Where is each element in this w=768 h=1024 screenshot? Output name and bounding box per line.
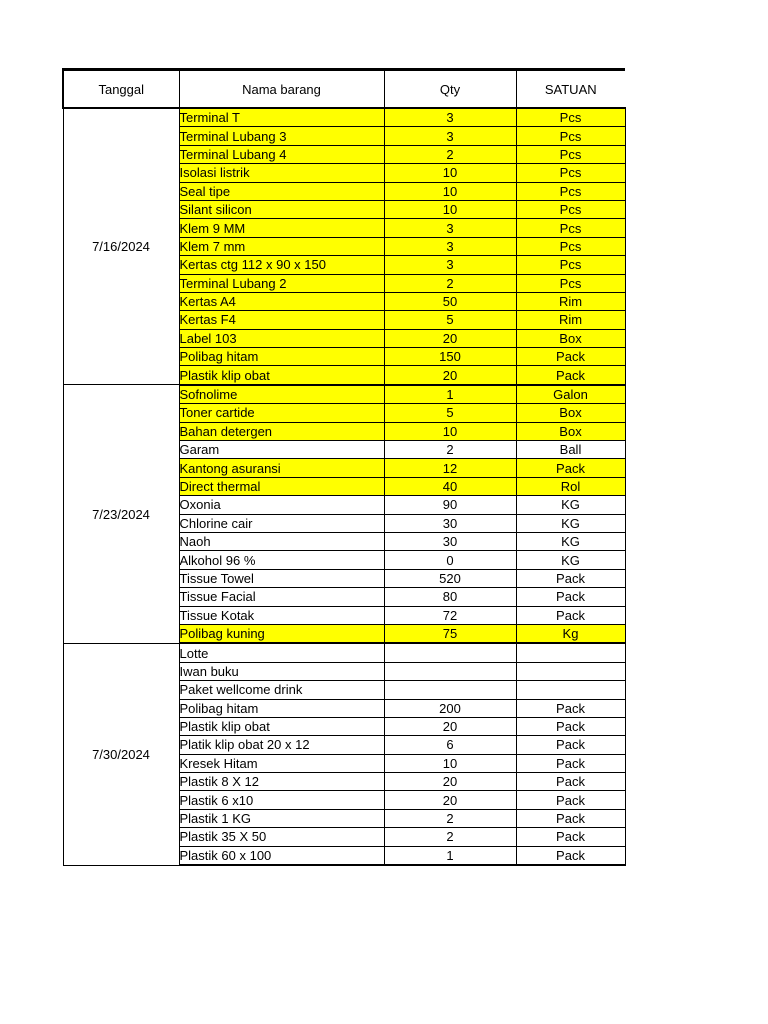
- date-cell[interactable]: 7/30/2024: [63, 643, 179, 865]
- qty-cell[interactable]: 2: [384, 809, 516, 827]
- item-name-cell[interactable]: Plastik klip obat: [179, 717, 384, 735]
- unit-cell[interactable]: Rim: [516, 311, 625, 329]
- unit-cell[interactable]: Pack: [516, 846, 625, 865]
- date-cell[interactable]: 7/23/2024: [63, 385, 179, 643]
- qty-cell[interactable]: 20: [384, 366, 516, 385]
- item-name-cell[interactable]: Kertas A4: [179, 292, 384, 310]
- item-name-cell[interactable]: Terminal Lubang 2: [179, 274, 384, 292]
- item-name-cell[interactable]: Klem 9 MM: [179, 219, 384, 237]
- header-row: [63, 70, 625, 109]
- item-name-cell[interactable]: Label 103: [179, 329, 384, 347]
- qty-cell[interactable]: [384, 662, 516, 680]
- unit-cell[interactable]: Galon: [516, 385, 625, 404]
- qty-cell[interactable]: 2: [384, 274, 516, 292]
- unit-cell[interactable]: Pack: [516, 569, 625, 587]
- qty-cell[interactable]: 30: [384, 514, 516, 532]
- qty-cell[interactable]: 90: [384, 496, 516, 514]
- unit-cell[interactable]: Rol: [516, 477, 625, 495]
- item-name-cell[interactable]: Plastik 35 X 50: [179, 828, 384, 846]
- qty-cell[interactable]: 75: [384, 624, 516, 643]
- inventory-table: [62, 68, 626, 866]
- item-name-cell[interactable]: Tissue Facial: [179, 588, 384, 606]
- item-name-cell[interactable]: Tissue Towel: [179, 569, 384, 587]
- item-name-cell[interactable]: Tissue Kotak: [179, 606, 384, 624]
- item-name-cell[interactable]: Sofnolime: [179, 385, 384, 404]
- qty-cell[interactable]: 30: [384, 532, 516, 550]
- unit-cell[interactable]: Pack: [516, 606, 625, 624]
- unit-cell[interactable]: Pack: [516, 699, 625, 717]
- qty-cell[interactable]: 1: [384, 385, 516, 404]
- unit-cell[interactable]: Pack: [516, 348, 625, 366]
- item-name-cell[interactable]: Direct thermal: [179, 477, 384, 495]
- unit-cell[interactable]: Rim: [516, 292, 625, 310]
- qty-cell[interactable]: 10: [384, 422, 516, 440]
- qty-cell[interactable]: [384, 643, 516, 662]
- unit-cell[interactable]: Pcs: [516, 237, 625, 255]
- item-name-cell[interactable]: Silant silicon: [179, 200, 384, 218]
- date-cell[interactable]: 7/16/2024: [63, 108, 179, 385]
- qty-cell[interactable]: 72: [384, 606, 516, 624]
- qty-cell[interactable]: 3: [384, 127, 516, 145]
- item-name-cell[interactable]: Kresek Hitam: [179, 754, 384, 772]
- qty-cell[interactable]: 3: [384, 108, 516, 127]
- table-row: [63, 108, 625, 127]
- item-name-cell[interactable]: Iwan buku: [179, 662, 384, 680]
- unit-cell[interactable]: Pcs: [516, 108, 625, 127]
- item-name-cell[interactable]: Terminal T: [179, 108, 384, 127]
- unit-cell[interactable]: Ball: [516, 441, 625, 459]
- qty-cell[interactable]: 20: [384, 791, 516, 809]
- item-name-cell[interactable]: Toner cartide: [179, 404, 384, 422]
- item-name-cell[interactable]: Polibag kuning: [179, 624, 384, 643]
- qty-cell[interactable]: [384, 681, 516, 699]
- unit-cell[interactable]: Pcs: [516, 274, 625, 292]
- unit-cell[interactable]: Pcs: [516, 256, 625, 274]
- unit-cell[interactable]: Pack: [516, 366, 625, 385]
- unit-cell[interactable]: KG: [516, 496, 625, 514]
- item-name-cell[interactable]: Kantong asuransi: [179, 459, 384, 477]
- item-name-cell[interactable]: Oxonia: [179, 496, 384, 514]
- item-name-cell[interactable]: Plastik 60 x 100: [179, 846, 384, 865]
- item-name-cell[interactable]: Chlorine cair: [179, 514, 384, 532]
- qty-cell[interactable]: 5: [384, 311, 516, 329]
- header-satuan: SATUAN: [516, 70, 625, 109]
- unit-cell[interactable]: Pcs: [516, 200, 625, 218]
- item-name-cell[interactable]: Isolasi listrik: [179, 164, 384, 182]
- qty-cell[interactable]: 520: [384, 569, 516, 587]
- item-name-cell[interactable]: Garam: [179, 441, 384, 459]
- unit-cell[interactable]: Kg: [516, 624, 625, 643]
- item-name-cell[interactable]: Kertas ctg 112 x 90 x 150: [179, 256, 384, 274]
- unit-cell[interactable]: Pcs: [516, 127, 625, 145]
- unit-cell[interactable]: Pack: [516, 754, 625, 772]
- qty-cell[interactable]: 20: [384, 329, 516, 347]
- qty-cell[interactable]: 2: [384, 828, 516, 846]
- qty-cell[interactable]: 50: [384, 292, 516, 310]
- qty-cell[interactable]: 3: [384, 256, 516, 274]
- qty-cell[interactable]: 200: [384, 699, 516, 717]
- qty-cell[interactable]: 10: [384, 164, 516, 182]
- qty-cell[interactable]: 20: [384, 717, 516, 735]
- unit-cell[interactable]: KG: [516, 514, 625, 532]
- item-name-cell[interactable]: Platik klip obat 20 x 12: [179, 736, 384, 754]
- unit-cell[interactable]: Pack: [516, 588, 625, 606]
- item-name-cell[interactable]: Plastik 6 x10: [179, 791, 384, 809]
- unit-cell[interactable]: Pack: [516, 736, 625, 754]
- unit-cell[interactable]: Pack: [516, 809, 625, 827]
- qty-cell[interactable]: 3: [384, 219, 516, 237]
- item-name-cell[interactable]: Alkohol 96 %: [179, 551, 384, 569]
- item-name-cell[interactable]: Plastik klip obat: [179, 366, 384, 385]
- qty-cell[interactable]: 10: [384, 200, 516, 218]
- table-row: [63, 643, 625, 662]
- table-row: [63, 385, 625, 404]
- item-name-cell[interactable]: Plastik 8 X 12: [179, 773, 384, 791]
- item-name-cell[interactable]: Bahan detergen: [179, 422, 384, 440]
- qty-cell[interactable]: 10: [384, 182, 516, 200]
- header-qty: Qty: [384, 70, 516, 109]
- item-name-cell[interactable]: Paket wellcome drink: [179, 681, 384, 699]
- qty-cell[interactable]: 12: [384, 459, 516, 477]
- item-name-cell[interactable]: Polibag hitam: [179, 348, 384, 366]
- qty-cell[interactable]: 20: [384, 773, 516, 791]
- unit-cell[interactable]: Pcs: [516, 164, 625, 182]
- unit-cell[interactable]: Box: [516, 329, 625, 347]
- qty-cell[interactable]: 150: [384, 348, 516, 366]
- unit-cell[interactable]: [516, 662, 625, 680]
- unit-cell[interactable]: Pcs: [516, 219, 625, 237]
- unit-cell[interactable]: Pcs: [516, 182, 625, 200]
- item-name-cell[interactable]: Terminal Lubang 3: [179, 127, 384, 145]
- item-name-cell[interactable]: Naoh: [179, 532, 384, 550]
- qty-cell[interactable]: 5: [384, 404, 516, 422]
- table-header: [63, 70, 625, 109]
- unit-cell[interactable]: Box: [516, 422, 625, 440]
- qty-cell[interactable]: 0: [384, 551, 516, 569]
- qty-cell[interactable]: 1: [384, 846, 516, 865]
- qty-cell[interactable]: 10: [384, 754, 516, 772]
- unit-cell[interactable]: [516, 643, 625, 662]
- unit-cell[interactable]: Pack: [516, 717, 625, 735]
- item-name-cell[interactable]: Lotte: [179, 643, 384, 662]
- unit-cell[interactable]: Box: [516, 404, 625, 422]
- item-name-cell[interactable]: Polibag hitam: [179, 699, 384, 717]
- unit-cell[interactable]: KG: [516, 551, 625, 569]
- item-name-cell[interactable]: Plastik 1 KG: [179, 809, 384, 827]
- unit-cell[interactable]: Pack: [516, 773, 625, 791]
- unit-cell[interactable]: Pack: [516, 828, 625, 846]
- qty-cell[interactable]: 2: [384, 441, 516, 459]
- unit-cell[interactable]: Pack: [516, 791, 625, 809]
- qty-cell[interactable]: 3: [384, 237, 516, 255]
- qty-cell[interactable]: 40: [384, 477, 516, 495]
- unit-cell[interactable]: KG: [516, 532, 625, 550]
- unit-cell[interactable]: Pack: [516, 459, 625, 477]
- qty-cell[interactable]: 80: [384, 588, 516, 606]
- qty-cell[interactable]: 2: [384, 145, 516, 163]
- header-nama-barang: Nama barang: [179, 70, 384, 109]
- item-name-cell[interactable]: Kertas F4: [179, 311, 384, 329]
- table-body: [63, 108, 625, 865]
- item-name-cell[interactable]: Seal tipe: [179, 182, 384, 200]
- qty-cell[interactable]: 6: [384, 736, 516, 754]
- unit-cell[interactable]: [516, 681, 625, 699]
- item-name-cell[interactable]: Terminal Lubang 4: [179, 145, 384, 163]
- item-name-cell[interactable]: Klem 7 mm: [179, 237, 384, 255]
- unit-cell[interactable]: Pcs: [516, 145, 625, 163]
- header-tanggal: Tanggal: [63, 70, 179, 109]
